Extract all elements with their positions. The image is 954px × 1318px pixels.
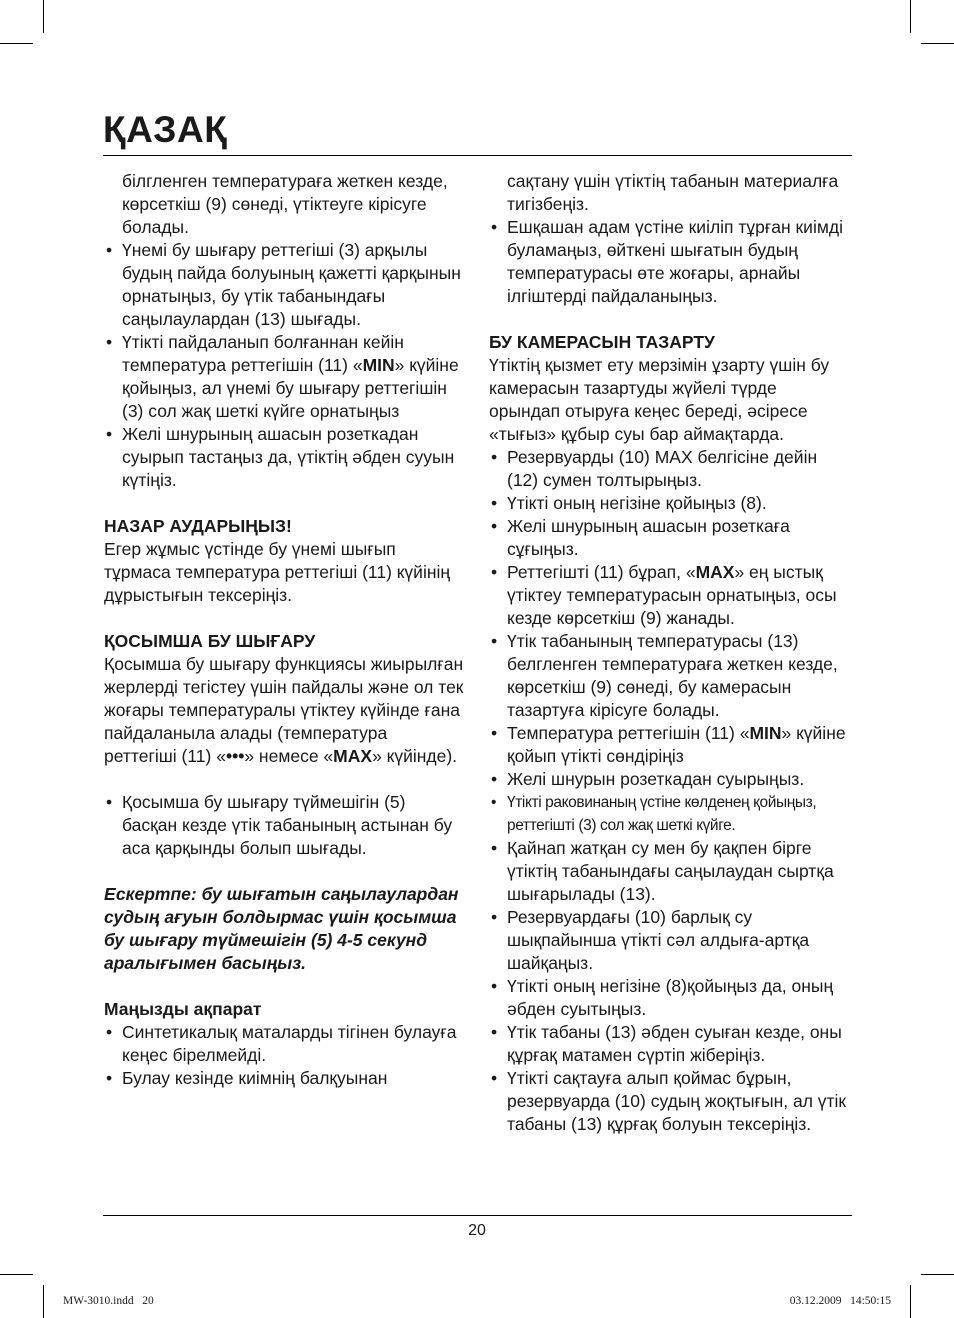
list-item: • Булау кезінде киімнің балқуынан: [104, 1067, 464, 1090]
text-span: » немесе «: [244, 746, 334, 766]
bullet-list: [104, 791, 464, 860]
continued-text: білгленген температураға жеткен кезде, көрсеткіш (9) сөнеді, үтіктеуге кірісуге болады.: [122, 171, 448, 237]
bullet-list: [489, 446, 851, 1136]
bold-span: MAX: [333, 746, 373, 766]
note: Ескертпе: бу шығатын саңылаулардан судың ағуын болдырмас үшін қосымша бу шығару түймешігін (5) 4-5 секунд аралығымен басыңыз.: [104, 884, 459, 973]
crop-mark: [921, 43, 954, 44]
crop-mark: [0, 43, 33, 44]
list-item: • Резервуарды (10) MAX белгісіне дейін (12) сумен толтырыңыз.: [489, 446, 851, 492]
list-item: • Үтікті сақтауға алып қоймас бұрын, резервуарда (10) судың жоқтығын, ал үтік табаны (13) құрғақ болуын тексеріңіз.: [489, 1067, 851, 1136]
list-item: • Желі шнурын розеткадан суырыңыз.: [489, 768, 851, 791]
crop-mark: [910, 0, 911, 33]
right-column: [489, 170, 851, 1136]
bold-span: MIN: [362, 355, 395, 375]
slug-file: MW-3010.indd 20: [63, 1295, 154, 1307]
text-span: » күйіне қойыңыз, ал үнемі бу шығару реттегішін (3) сол жақ шеткі күйге орнатыңыз: [122, 355, 459, 421]
spacer: [104, 492, 464, 515]
list-item: • Ешқашан адам үстіне киіліп тұрған киімді буламаңыз, өйткені шығатын будың температурасы өте жоғары, арнайы ілгіштерді пайдаланыңыз.: [489, 216, 851, 308]
continued-text: сақтану үшін үтіктің табанын материалға тигізбеңіз.: [507, 171, 839, 214]
text-span: Реттегішті (11) бұрап, «: [507, 562, 696, 582]
spacer: [104, 975, 464, 998]
list-item: [489, 561, 851, 630]
list-item: • Үтікті раковинаның үстіне көлденең қойыңыз, реттегішті (3) сол жақ шеткі күйге.: [489, 791, 851, 837]
spacer: [104, 607, 464, 630]
list-item: • Үнемі бу шығару реттегіші (3) арқылы будың пайда болуының қажетті қарқынын орнатыңыз, бу үтік табанындағы саңылаулардан (13) шығады.: [104, 239, 464, 331]
list-item: • Үтікті оның негізіне (8)қойыңыз да, оның әбден суытыңыз.: [489, 975, 851, 1021]
paragraph: Үтіктің қызмет ету мерзімін ұзарту үшін бу камерасын тазартуды жүйелі түрде орындап отыруға кеңес береді, әсіресе «тығыз» құбыр суы бар аймақтарда.: [489, 355, 830, 444]
crop-mark: [910, 1285, 911, 1318]
header-rule: [103, 155, 852, 156]
list-item: [104, 331, 464, 423]
footer-rule: [103, 1215, 852, 1216]
text-span: Температура реттегішін (11) «: [507, 723, 750, 743]
left-column: [104, 170, 464, 1090]
text-span: » ең ыстық үтіктеу температурасын орнатыңыз, осы кезде көрсеткіш (9) жанады.: [507, 562, 837, 628]
list-item: [489, 722, 851, 768]
bullet-list: [104, 239, 464, 492]
list-item: • Желі шнурының ашасын розеткадан суырып тастаңыз да, үтіктің әбден сууын күтіңіз.: [104, 423, 464, 492]
list-item: • Үтік табаны (13) әбден суыған кезде, оны құрғақ матамен сүртіп жіберіңіз.: [489, 1021, 851, 1067]
list-item: • Резервуардағы (10) барлық су шықпайынша үтікті сәл алдыға-артқа шайқаңыз.: [489, 906, 851, 975]
crop-mark: [0, 1274, 33, 1275]
list-item: • Үтік табанының температурасы (13) белгленген температураға жеткен кезде, көрсеткіш (9) сөнеді, бу камерасын тазартуға кірісуге болады.: [489, 630, 851, 722]
bullet-list: [104, 1021, 464, 1090]
bold-span: •••: [225, 746, 245, 766]
slug-date: 03.12.2009 14:50:15: [789, 1295, 891, 1307]
section-heading: ҚОСЫМША БУ ШЫҒАРУ: [104, 631, 316, 651]
spacer: [489, 308, 851, 331]
list-item: • Қайнап жатқан су мен бу қақпен бірге үтіктің табанындағы саңылаудан сыртқа шығарылады (13).: [489, 837, 851, 906]
list-item: • Үтікті оның негізіне қойыңыз (8).: [489, 492, 851, 515]
bold-span: MAX: [695, 562, 735, 582]
text-span: Үтікті пайдаланып болғаннан кейін температура реттегішін (11) «: [122, 332, 404, 375]
list-item: • Синтетикалық маталарды тігінен булауға кеңес бірелмейді.: [104, 1021, 464, 1067]
spacer: [104, 768, 464, 791]
paragraph: [104, 653, 464, 768]
text-span: Қосымша бу шығару функциясы жиырылған жерлерді тегістеу үшін пайдалы және ол тек жоғары температуралы үтіктеу күйінде ғана пайдаланыла алады (температура реттегіші (11) «: [104, 654, 464, 766]
section-heading: БУ КАМЕРАСЫН ТАЗАРТУ: [489, 332, 715, 352]
crop-mark: [43, 0, 44, 33]
list-item: • Қосымша бу шығару түймешігін (5) басқан кезде үтік табанының астынан бу аса қарқынды болып шығады.: [104, 791, 464, 860]
page-number: 20: [468, 1222, 486, 1239]
bold-span: MIN: [749, 723, 782, 743]
section-heading: НАЗАР АУДАРЫҢЫЗ!: [104, 516, 292, 536]
text-span: » күйіне қойып үтікті сөндіріңіз: [507, 723, 846, 766]
paragraph: Егер жұмыс үстінде бу үнемі шығып тұрмаса температура реттегіші (11) күйінің дұрыстығын тексеріңіз.: [104, 539, 451, 605]
crop-mark: [43, 1285, 44, 1318]
bullet-list: [489, 216, 851, 308]
spacer: [104, 860, 464, 883]
list-item: • Желі шнурының ашасын розеткаға сұғыңыз.: [489, 515, 851, 561]
section-heading: Маңызды ақпарат: [104, 999, 262, 1019]
crop-mark: [921, 1274, 954, 1275]
text-span: » күйінде).: [372, 746, 458, 766]
page-title: ҚАЗАҚ: [103, 109, 228, 150]
